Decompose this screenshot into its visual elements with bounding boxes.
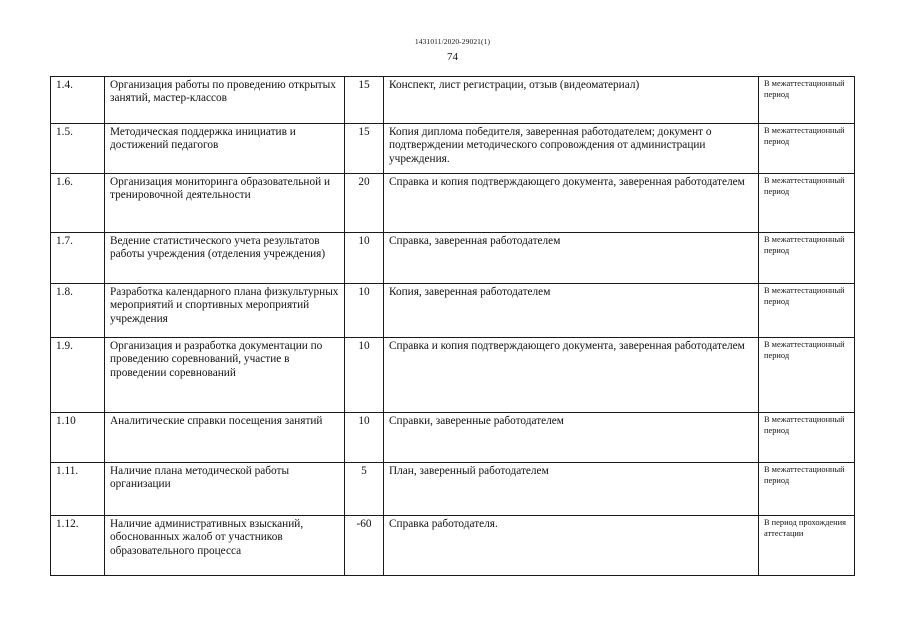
criterion-name: Аналитические справки посещения занятий xyxy=(105,413,345,463)
criterion-name: Методическая поддержка инициатив и достижений педагогов xyxy=(105,124,345,174)
supporting-document: Справка и копия подтверждающего документа, заверенная работодателем xyxy=(384,174,759,233)
table-row xyxy=(51,77,855,124)
table-row xyxy=(51,233,855,284)
row-number: 1.11. xyxy=(51,463,105,516)
assessment-period: В межаттестационный период xyxy=(759,233,855,284)
document-number: 1431011/2020-29021(1) xyxy=(414,37,491,46)
score: 10 xyxy=(345,284,384,338)
criterion-name: Наличие плана методической работы организации xyxy=(105,463,345,516)
criteria-table xyxy=(50,76,855,576)
criterion-name: Разработка календарного плана физкультурных мероприятий и спортивных мероприятий учреждения xyxy=(105,284,345,338)
supporting-document: Справка и копия подтверждающего документа, заверенная работодателем xyxy=(384,338,759,413)
page-number: 74 xyxy=(447,51,458,63)
table-row xyxy=(51,174,855,233)
criterion-name: Организация и разработка документации по проведению соревнований, участие в проведении соревнований xyxy=(105,338,345,413)
table-row xyxy=(51,516,855,576)
row-number: 1.6. xyxy=(51,174,105,233)
score: 15 xyxy=(345,124,384,174)
row-number: 1.10 xyxy=(51,413,105,463)
table-row xyxy=(51,338,855,413)
row-number: 1.7. xyxy=(51,233,105,284)
row-number: 1.8. xyxy=(51,284,105,338)
criterion-name: Наличие административных взысканий, обоснованных жалоб от участников образовательного процесса xyxy=(105,516,345,576)
supporting-document: Копия, заверенная работодателем xyxy=(384,284,759,338)
score: 10 xyxy=(345,233,384,284)
supporting-document: Справка работодателя. xyxy=(384,516,759,576)
assessment-period: В межаттестационный период xyxy=(759,413,855,463)
assessment-period: В межаттестационный период xyxy=(759,174,855,233)
score: 20 xyxy=(345,174,384,233)
assessment-period: В межаттестационный период xyxy=(759,124,855,174)
row-number: 1.12. xyxy=(51,516,105,576)
row-number: 1.9. xyxy=(51,338,105,413)
table-row xyxy=(51,463,855,516)
supporting-document: План, заверенный работодателем xyxy=(384,463,759,516)
table-row xyxy=(51,284,855,338)
score: 10 xyxy=(345,413,384,463)
assessment-period: В период прохождения аттестации xyxy=(759,516,855,576)
criterion-name: Организация работы по проведению открытых занятий, мастер-классов xyxy=(105,77,345,124)
assessment-period: В межаттестационный период xyxy=(759,284,855,338)
supporting-document: Справки, заверенные работодателем xyxy=(384,413,759,463)
supporting-document: Конспект, лист регистрации, отзыв (видеоматериал) xyxy=(384,77,759,124)
assessment-period: В межаттестационный период xyxy=(759,77,855,124)
supporting-document: Копия диплома победителя, заверенная работодателем; документ о подтверждении методического сопровождения от администрации учреждения. xyxy=(384,124,759,174)
table-row xyxy=(51,124,855,174)
assessment-period: В межаттестационный период xyxy=(759,463,855,516)
score: 10 xyxy=(345,338,384,413)
score: 15 xyxy=(345,77,384,124)
score: 5 xyxy=(345,463,384,516)
row-number: 1.4. xyxy=(51,77,105,124)
criterion-name: Ведение статистического учета результатов работы учреждения (отделения учреждения) xyxy=(105,233,345,284)
assessment-period: В межаттестационный период xyxy=(759,338,855,413)
row-number: 1.5. xyxy=(51,124,105,174)
score: -60 xyxy=(345,516,384,576)
criterion-name: Организация мониторинга образовательной и тренировочной деятельности xyxy=(105,174,345,233)
supporting-document: Справка, заверенная работодателем xyxy=(384,233,759,284)
table-row xyxy=(51,413,855,463)
